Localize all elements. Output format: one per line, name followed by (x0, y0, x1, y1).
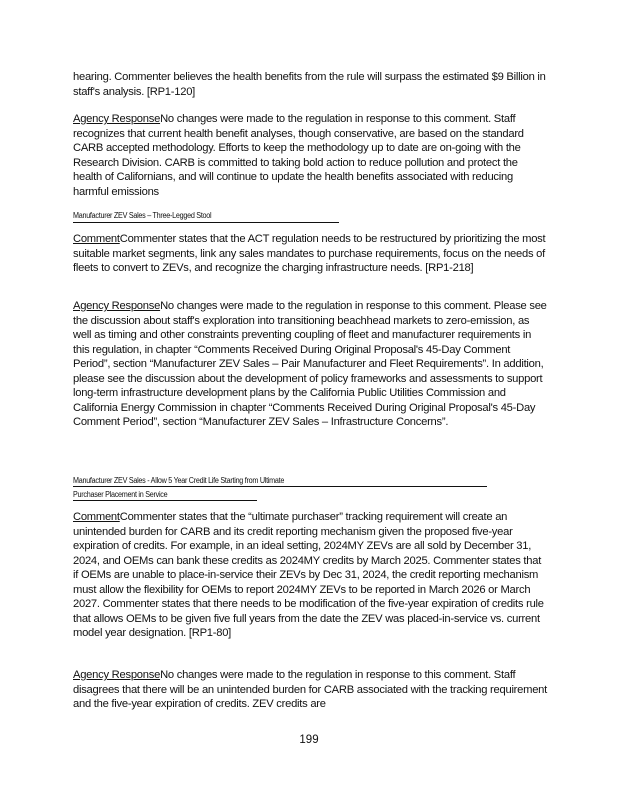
heading-text: Manufacturer ZEV Sales - Allow 5 Year Credit Life Starting from Ultimate (73, 476, 285, 485)
heading-text: Manufacturer ZEV Sales – Three-Legged Stool (73, 211, 212, 220)
heading-underline (73, 222, 339, 223)
agency-response-label: Agency Response (73, 113, 161, 125)
heading-underline (73, 486, 487, 487)
agency-response-label: Agency Response (73, 300, 161, 312)
paragraph-text: No changes were made to the regulation in response to this comment. Please see the discussion about staff's exploration into transitioning beachhead markets to zero-emission, as well as timing and other constraints preventing coupling of fleet and manufacturer requirements in this regulation, in chapter “Comments Received During Original Proposal's 45-Day Comment Period”, section “Manufacturer ZEV Sales – Pair Manufacturer and Fleet Requirements”. In addition, please see the discussion about the development of policy frameworks and assessments to support long-term infrastructure development plans by the California Public Utilities Commission and California Energy Commission in chapter “Comments Received During Original Proposal's 45-Day Comment Period”, section “Manufacturer ZEV Sales – Infrastructure Concerns”. (73, 300, 547, 428)
paragraph-comment-restructure (73, 232, 547, 276)
section-heading-three-legged-stool (73, 210, 505, 221)
paragraph-text: hearing. Commenter believes the health benefits from the rule will surpass the estimated $9 Billion in staff's analysis. [RP1-120] (73, 71, 546, 98)
page-number: 199 (299, 734, 319, 746)
paragraph-text: Commenter states that the “ultimate purchaser” tracking requirement will create an unintended burden for CARB and its credit reporting mechanism given the proposed five-year expiration of credits. For example, in an ideal setting, 2024MY ZEVs are all sold by December 31, 2024, and OEMs can bank these credits as 2024MY credits by March 2025. Commenter states that if OEMs are unable to place-in-service their ZEVs by Dec 31, 2024, the credit reporting mechanism must allow the flexibility for OEMs to report 2024MY ZEVs to be reported in March 2026 or March 2027. Commenter states that there needs to be modification of the five-year expiration of credits rule that allows OEMs to be given five full years from the date the ZEV was placed-in-service vs. current model year designation. [RP1-80] (73, 511, 544, 639)
paragraph-text: No changes were made to the regulation in response to this comment. Staff recognizes that current health benefit analyses, though conservative, are based on the standard CARB accepted methodology. Efforts to keep the methodology up to date are on-going with the Research Division. CARB is committed to taking bold action to reduce pollution and protect the health of Californians, and will continue to update the health benefits associated with reducing harmful emissions (73, 113, 524, 198)
paragraph-text: No changes were made to the regulation in response to this comment. Staff disagrees that there will be an unintended burden for CARB associated with the tracking requirement and the five-year expiration of credits. ZEV credits are (73, 669, 548, 710)
comment-label: Comment (73, 511, 120, 523)
paragraph-agency-response-2 (73, 299, 547, 430)
comment-label: Comment (73, 233, 120, 245)
section-heading-credit-life-line1 (73, 475, 505, 486)
section-heading-credit-life-line2 (73, 489, 505, 500)
paragraph-commenter-health (73, 70, 547, 99)
heading-text: Purchaser Placement in Service (73, 490, 168, 499)
paragraph-agency-response-1 (73, 112, 547, 199)
paragraph-text: Commenter states that the ACT regulation needs to be restructured by prioritizing the most suitable market segments, link any sales mandates to purchase requirements, focus on the needs of fleets to convert to ZEVs, and recognize the charging infrastructure needs. [RP1-218] (73, 233, 546, 274)
heading-underline (73, 500, 257, 501)
agency-response-label: Agency Response (73, 669, 161, 681)
paragraph-comment-ultimate-purchaser (73, 510, 547, 641)
paragraph-agency-response-3 (73, 668, 547, 712)
